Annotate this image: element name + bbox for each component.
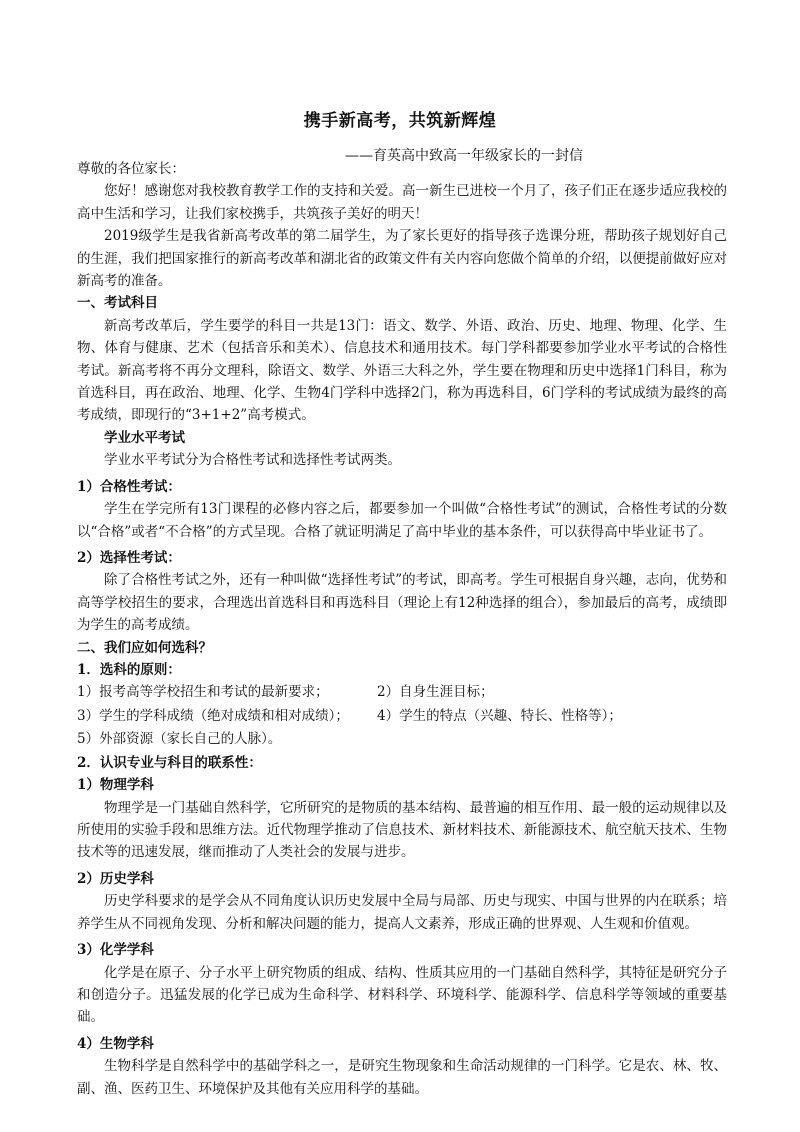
physics-text: 物理学是一门基础自然科学，它所研究的是物质的基本结构、最普遍的相互作用、最一般的运动规律以及所使用的实验手段和思维方法。近代物理学推动了信息技术、新材料技术、新能源技术、航空航天技术、生物技术等的迅速发展，继而推动了人类社会的发展与进步。 <box>77 799 727 861</box>
academic-test-heading: 学业水平考试 <box>104 429 185 446</box>
physics-heading: 1）物理学科 <box>77 777 154 794</box>
principle-item: 3）学生的学科成绩（绝对成绩和相对成绩）； <box>77 707 349 724</box>
intro-paragraph-2: 2019级学生是我省新高考改革的第二届学生，为了家长更好的指导孩子选课分班，帮助孩子规划好自己的生涯，我们把国家推行的新高考改革和湖北省的政策文件有关内容向您做个简单的介绍，以便提前做好应对新高考的准备。 <box>77 228 727 290</box>
principle-row-3 <box>77 728 727 752</box>
intro-paragraph-1: 您好！感谢您对我校教育教学工作的支持和关爱。高一新生已进校一个月了，孩子们正在逐步适应我校的高中生活和学习，让我们家校携手，共筑孩子美好的明天！ <box>77 183 727 222</box>
academic-test-text: 学业水平考试分为合格性考试和选择性考试两类。 <box>104 452 401 469</box>
section-1-text: 新高考改革后，学生要学的科目一共是13门：语文、数学、外语、政治、历史、地理、物理、化学、生物、体育与健康、艺术（包括音乐和美术）、信息技术和通用技术。每门学科都要参加学业水平考试的合格性考试。新高考将不再分文理科，除语文、数学、外语三大科之外，学生要在物理和历史中选择1门科目，称为首选科目，再在政治、地理、化学、生物4门学科中选择2门，称为再选科目，6门学科的考试成绩为最终的高考成绩，即现行的“3+1+2”高考模式。 <box>77 317 727 424</box>
principle-item: 5）外部资源（家长自己的人脉）。 <box>77 731 282 748</box>
principle-row-1 <box>77 681 727 705</box>
letter-body <box>77 158 727 1100</box>
principle-item: 4）学生的特点（兴趣、特长、性格等）； <box>377 707 622 724</box>
biology-text: 生物科学是自然科学中的基础学科之一，是研究生物现象和生命活动规律的一门科学。它是农、林、牧、副、渔、医药卫生、环境保护及其他有关应用科学的基础。 <box>77 1058 727 1097</box>
document-title: 携手新高考，共筑新辉煌 <box>303 111 497 131</box>
selective-exam-text: 除了合格性考试之外，还有一种叫做“选择性考试”的考试，即高考。学生可根据自身兴趣，志向，优势和高等学校招生的要求，合理选出首选科目和再选科目（理论上有12种选择的组合），参加最后的高考，成绩即为学生的高考成绩。 <box>77 572 727 634</box>
principle-row-2 <box>77 705 727 729</box>
qualification-exam-text: 学生在学完所有13门课程的必修内容之后，都要参加一个叫做“合格性考试”的测试，合格性考试的分数以“合格”或者“不合格”的方式呈现。合格了就证明满足了高中毕业的基本条件，可以获得高中毕业证书了。 <box>77 501 727 540</box>
section-2-heading: 二、我们应如何选科？ <box>77 639 212 656</box>
greeting: 尊敬的各位家长： <box>77 161 185 177</box>
chemistry-text: 化学是在原子、分子水平上研究物质的组成、结构、性质其应用的一门基础自然科学，其特征是研究分子和创造分子。迅猛发展的化学已成为生命科学、材料科学、环境科学、能源科学、信息科学等领域的重要基础。 <box>77 964 727 1026</box>
selective-exam-heading: 2）选择性考试： <box>77 549 181 566</box>
history-text: 历史学科要求的是学会从不同角度认识历史发展中全局与局部、历史与现实、中国与世界的内在联系；培养学生从不同视角发现、分析和解决问题的能力，提高人文素养，形成正确的世界观、人生观和价值观。 <box>77 893 727 932</box>
principles-heading: 1．选科的原则： <box>77 661 181 678</box>
principle-item: 2）自身生涯目标； <box>377 684 494 701</box>
relation-heading: 2．认识专业与科目的联系性： <box>77 754 262 771</box>
chemistry-heading: 3）化学学科 <box>77 942 154 959</box>
biology-heading: 4）生物学科 <box>77 1035 154 1052</box>
document-subtitle: ——育英高中致高一年级家长的一封信 <box>345 148 583 164</box>
section-1-heading: 一、考试科目 <box>77 295 158 312</box>
qualification-exam-heading: 1）合格性考试： <box>77 478 181 495</box>
principle-item: 1）报考高等学校招生和考试的最新要求； <box>77 684 329 701</box>
history-heading: 2）历史学科 <box>77 870 154 887</box>
